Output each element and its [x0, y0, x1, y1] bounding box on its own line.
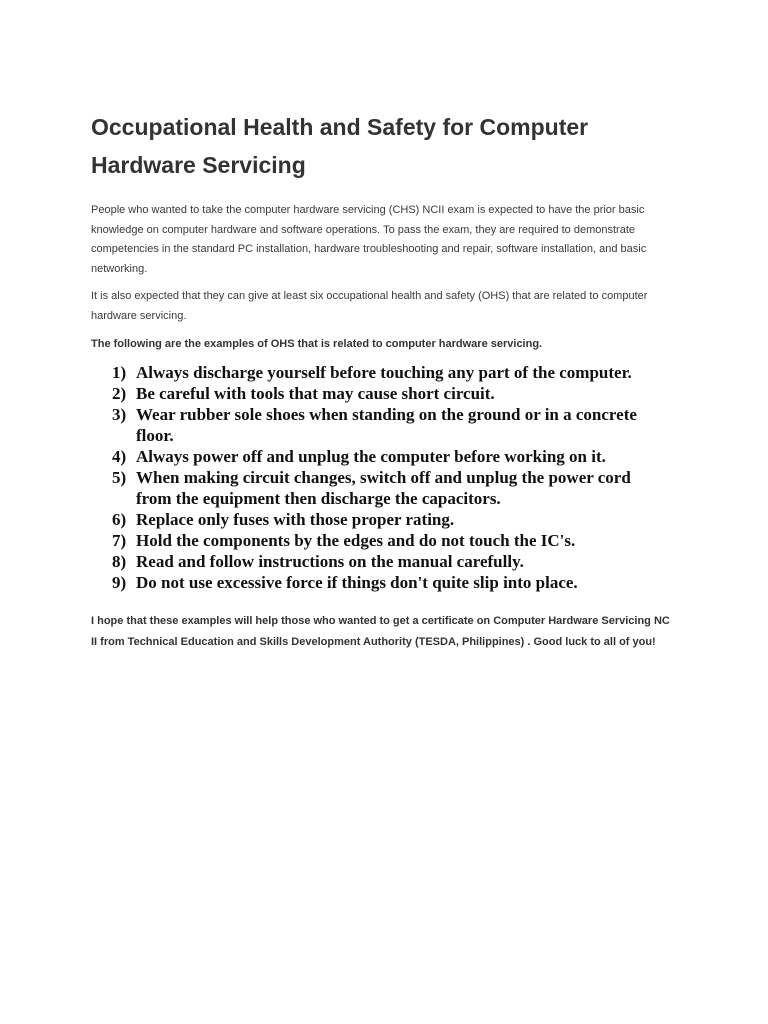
list-item	[91, 572, 666, 593]
document-page	[91, 108, 676, 660]
list-item-number: 3)	[112, 405, 127, 425]
list-item-text: Do not use excessive force if things don't quite slip into place.	[136, 573, 578, 593]
ohs-list	[91, 362, 676, 593]
list-item-text: Be careful with tools that may cause short circuit.	[136, 384, 495, 404]
list-item	[91, 404, 666, 446]
list-item-number: 1)	[112, 363, 127, 383]
list-item	[91, 362, 666, 383]
list-item-number: 5)	[112, 468, 127, 488]
list-item-number: 6)	[112, 510, 127, 530]
list-item-number: 8)	[112, 552, 127, 572]
list-item-text: Always power off and unplug the computer before working on it.	[136, 447, 606, 467]
expectation-paragraph: It is also expected that they can give at least six occupational health and safety (OHS) that are related to computer hardware servicing.	[91, 290, 648, 322]
page-title: Occupational Health and Safety for Computer Hardware Servicing	[91, 114, 589, 178]
list-item	[91, 383, 666, 404]
list-item	[91, 467, 666, 509]
list-item-text: Wear rubber sole shoes when standing on the ground or in a concrete floor.	[136, 405, 637, 446]
list-item-number: 4)	[112, 447, 127, 467]
list-item	[91, 530, 666, 551]
list-item-number: 2)	[112, 384, 127, 404]
list-item-text: Replace only fuses with those proper rating.	[136, 510, 455, 530]
closing-paragraph: I hope that these examples will help those who wanted to get a certificate on Computer Hardware Servicing NC II from Technical Education and Skills Development Authority (TESDA, Philippines) . Good luck to all of you!	[91, 615, 670, 648]
list-item-text: Always discharge yourself before touching any part of the computer.	[136, 363, 632, 383]
list-item-number: 9)	[112, 573, 127, 593]
list-item-text: When making circuit changes, switch off and unplug the power cord from the equipment then discharge the capacitors.	[136, 468, 631, 509]
list-intro: The following are the examples of OHS that is related to computer hardware servicing.	[91, 337, 543, 350]
intro-paragraph: People who wanted to take the computer hardware servicing (CHS) NCII exam is expected to have the prior basic knowledge on computer hardware and software operations. To pass the exam, they are required to demonstrate competencies in the standard PC installation, hardware troubleshooting and repair, software installation, and basic networking.	[91, 204, 647, 275]
list-item	[91, 446, 666, 467]
list-item-text: Read and follow instructions on the manual carefully.	[136, 552, 524, 572]
list-item-number: 7)	[112, 531, 127, 551]
list-item	[91, 551, 666, 572]
list-item-text: Hold the components by the edges and do not touch the IC's.	[136, 531, 576, 551]
list-item	[91, 509, 666, 530]
